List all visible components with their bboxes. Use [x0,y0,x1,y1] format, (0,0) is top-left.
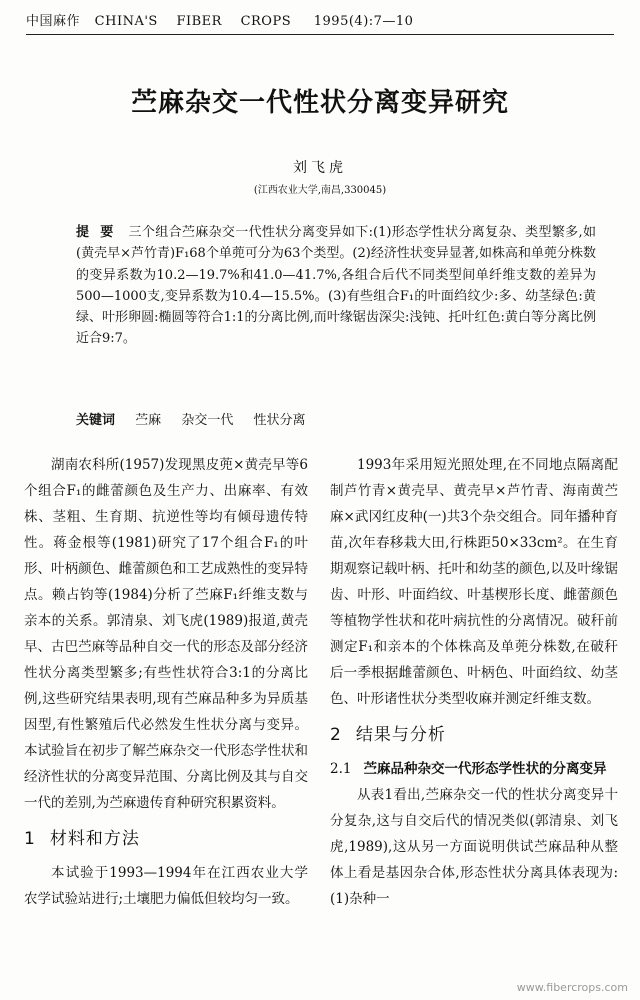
section-number: 1 [24,829,36,849]
keyword: 苎麻 [135,413,162,428]
journal-name-cn: 中国麻作 [26,14,81,29]
right-column [330,452,618,912]
abstract-label: 提 要 [76,225,117,240]
keyword: 性状分离 [253,413,306,428]
abstract [76,222,596,350]
watermark: www.fibercrops.com [516,981,628,994]
subsection-heading [330,756,618,782]
running-head [26,10,614,35]
author: 刘飞虎 [293,160,347,176]
section-title: 材料和方法 [49,829,140,849]
keyword: 杂交一代 [181,413,234,428]
citation: 1995(4):7—10 [313,14,414,29]
section-number: 2 [330,725,342,745]
paper-title: 苎麻杂交一代性状分离变异研究 [130,88,509,118]
intro-paragraph: 湖南农科所(1957)发现黑皮蔸×黄壳早等6个组合F₁的雌蕾颜色及生产力、出麻率、有效株、茎粗、生育期、抗逆性等均有倾母遗传特性。蒋金根等(1981)研究了17个组合F₁的叶形、叶柄颜色、雌蕾颜色和工艺成熟性的变异特点。赖占钧等(1984)分析了苎麻F₁纤维支数与亲本的关系。郭清泉、刘飞虎(1989)报道,黄壳早、古巴苎麻等品种自交一代的形态及部分经济性状分离类型繁多;有些性状符合3:1的分离比例,这些研究结果表明,现有苎麻品种多为异质基因型,有性繁殖后代必然发生性状分离与变异。本试验旨在初步了解苎麻杂交一代形态学性状和经济性状的分离变异范围、分离比例及其与自交一代的差别,为苎麻遗传育种研究积累资料。 [24,457,308,811]
results-paragraph: 从表1看出,苎麻杂交一代的性状分离变异十分复杂,这与自交后代的情况类似(郭清泉、刘飞虎,1989),这从另一方面说明供试苎麻品种从整体上看是基因杂合体,形态性状分离具体表现为:(1)杂种一 [330,787,618,907]
left-column [24,452,308,912]
methods-paragraph: 1993年采用短光照处理,在不同地点隔离配制芦竹青×黄壳早、黄壳早×芦竹青、海南黄苎麻×武冈红皮种(一)共3个杂交组合。同年播种育苗,次年春移栽大田,行株距50×33cm²。在生育期观察记载叶柄、托叶和幼茎的颜色,以及叶缘锯齿、叶形、叶面绉纹、叶基楔形长度、雌蕾颜色等植物学性状和花叶病抗性的分离情况。破秆前测定F₁和亲本的个体株高及单蔸分株数,在破秆后一季根据雌蕾颜色、叶柄色、叶面绉纹、幼茎色、叶形诸性状分类型收麻并测定纤维支数。 [330,457,618,707]
subsection-title: 苎麻品种杂交一代形态学性状的分离变异 [363,761,607,777]
section-heading [24,826,308,852]
keywords [76,409,321,428]
journal-name-en: CHINA'S FIBER CROPS [94,14,292,29]
subsection-number: 2.1 [330,761,352,777]
abstract-text: 三个组合苎麻杂交一代性状分离变异如下:(1)形态学性状分离复杂、类型繁多,如(黄壳早×芦竹青)F₁68个单蔸可分为63个类型。(2)经济性状变异显著,如株高和单蔸分株数的变异系数为10.2—19.7%和41.0—41.7%,各组合后代不同类型间单纤维支数的差异为500—1000支,变异系数为10.4—15.5%。(3)有些组合F₁的叶面绉纹少:多、幼茎绿色:黄绿、叶形卵圆:椭圆等符合1:1的分离比例,而叶缘锯齿深尖:浅钝、托叶红色:黄白等分离比例近合9:7。 [76,225,596,347]
section-heading [330,722,618,748]
methods-paragraph: 本试验于1993—1994年在江西农业大学农学试验站进行;土壤肥力偏低但较均匀一致。 [24,865,308,907]
section-title: 结果与分析 [355,725,446,745]
affiliation: (江西农业大学,南昌,330045) [253,185,387,196]
keywords-label: 关键词 [76,413,116,428]
